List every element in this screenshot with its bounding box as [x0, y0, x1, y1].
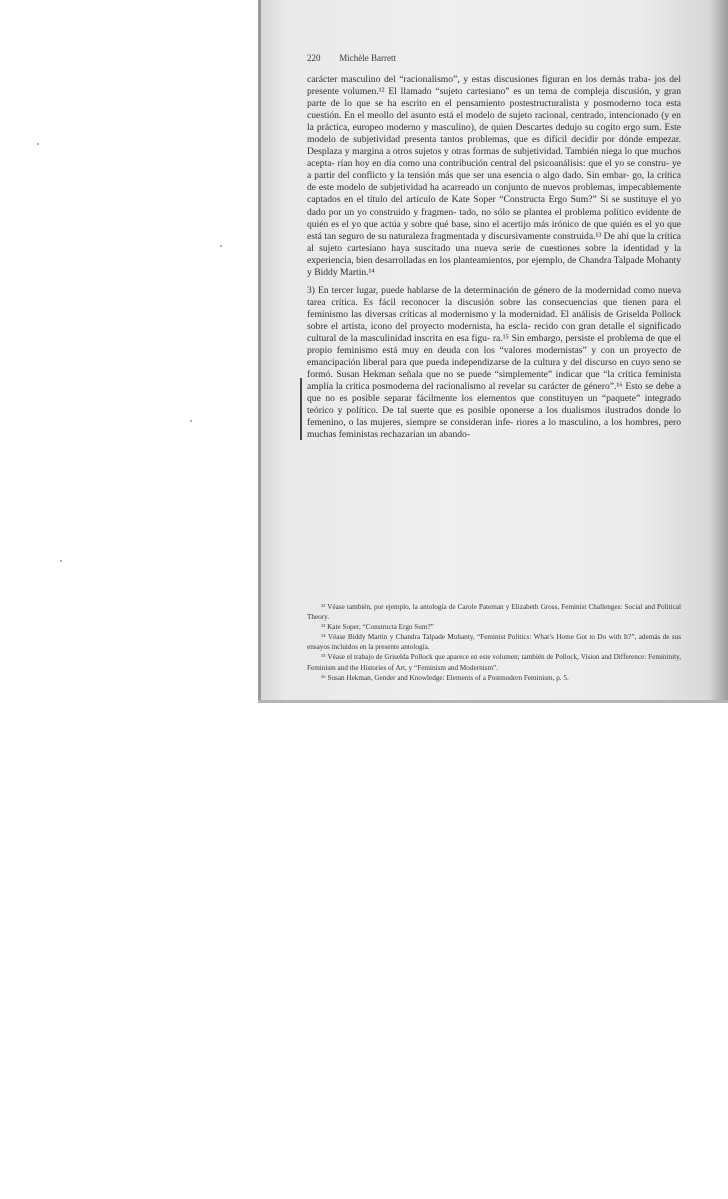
text-line: discusión, y gran parte de lo que se ha escrito en el pensamiento postestructuralista y	[307, 86, 681, 110]
running-head	[307, 52, 681, 74]
text-line: go, la crítica de este modelo de subjetividad ha acarreado un conjunto de nuevos	[307, 170, 681, 194]
paragraph-2	[307, 285, 681, 442]
footnote-line: además de sus ensayos incluidos en la presente antología.	[307, 633, 682, 652]
text-line: experiencia, bien desarrolladas en los planteamientos, por ejemplo, de Chandra Talpade	[307, 254, 644, 266]
text-line: tantos problemas, que es difícil decidir por dónde empezar. Desplaza y margina a	[307, 134, 681, 158]
text-line: dualismos ilustrados donde lo femenino, o las mujeres, siempre se consideran infe-	[307, 405, 681, 429]
footnote-line: ¹⁴ Véase Biddy Martin y Chandra Talpade Mohanty, “Feminist Politics: What’s Home Got to Do with It?”,	[321, 633, 637, 642]
text-line: Esto se debe a que no es posible separar fácilmente los elementos que constituyen un	[307, 381, 681, 405]
text-line: ye a partir del conflicto y la tensión más que ser una esencia o algo dado. Sin embar-	[307, 158, 681, 182]
text-line: de su naturaleza fragmentada y discursivamente construida.¹³ De ahí que la crítica al	[307, 230, 682, 254]
text-line: 3) En tercer lugar, puede hablarse de la determinación de género de la modernidad	[307, 284, 631, 296]
text-line: jos del presente volumen.¹² El llamado “sujeto cartesiano” es un tema de compleja	[307, 74, 681, 98]
text-line: “paquete” integrado teórico y político. De tal suerte que es posible oponerse a los	[307, 393, 681, 417]
footnote-line: Femininity, Feminism and the Histories of Art, y “Feminism and Modernism”.	[307, 653, 682, 672]
footnote-15	[307, 652, 681, 672]
text-line: ra.¹⁵ Sin embargo, persiste el problema de que el propio feminismo está muy en	[307, 332, 681, 357]
footnote-13	[307, 622, 681, 632]
text-line: rían hoy en día como una contribución central del psicoanálisis: que el yo se constru-	[337, 158, 670, 170]
text-line: racional, centrado, intencionado (y en la práctica, europeo moderno y masculino),	[307, 110, 681, 134]
footnote-16	[307, 673, 681, 683]
text-line: análisis de Griselda Pollock sobre el artista, icono del proyecto modernista, ha escla-	[307, 308, 681, 332]
scan-speck	[220, 245, 222, 247]
scan-speck	[37, 143, 39, 145]
text-line: riores a lo masculino, a los hombres, pero muchas feministas rechazarían un abando-	[307, 417, 682, 441]
footnotes	[307, 602, 681, 683]
scan-speck	[190, 420, 192, 422]
paragraph-1	[307, 74, 681, 279]
sheet-left-edge	[258, 0, 261, 703]
body-text	[307, 52, 681, 441]
text-line: “Constructa Ergo Sum?” Si se sustituye el yo dado por un yo construido y fragmen-	[307, 194, 682, 218]
page-number: 220	[307, 53, 321, 63]
text-line: amplía la crítica posmoderna del racionalismo al revelar su carácter de género”.¹⁶	[307, 381, 623, 393]
text-line: deuda con los “valores modernistas” y con un proyecto de emancipación liberal para	[307, 345, 681, 369]
text-line: como nueva tarea crítica. Es fácil reconocer la discusión sobre las consecuencias que	[307, 284, 681, 308]
running-head-author: Michèle Barrett	[339, 53, 396, 63]
text-line: Mohanty y Biddy Martin.¹⁴	[307, 254, 681, 278]
text-line: de quien Descartes dedujo su cogito ergo sum. Este modelo de subjetividad presenta	[307, 122, 681, 146]
footnote-12	[307, 602, 681, 622]
text-line: que pueda independizarse de la cultura y del discurso en cuyo seno se formó. Susan	[307, 357, 681, 381]
text-line: recido con gran detalle el significado cultural de la masculinidad inscrita en esa figu-	[307, 320, 681, 344]
margin-annotation-mark	[300, 378, 302, 440]
text-line: tienen para el feminismo las diversas críticas al modernismo y la modernidad. El	[307, 296, 681, 320]
text-line: problemas, impecablemente captados en el título del artículo de Kate Soper	[307, 182, 682, 206]
scan-speck	[60, 560, 62, 562]
text-line: sujeto cartesiano haya suscitado una nueva serie de cuestiones sobre la identidad y la	[319, 242, 682, 254]
footnote-line: ¹⁵ Véase el trabajo de Griselda Pollock que aparece en este volumen; también de Pollock, Vision and Difference:	[321, 653, 647, 662]
text-line: tado, no sólo se plantea el problema político evidente de quién es el yo que actúa y	[307, 206, 681, 230]
footnote-line: ¹² Véase también, por ejemplo, la antología de Carole Pateman y Elizabeth Gross, Feminist Challenges: Social	[321, 603, 643, 611]
text-line: sobre qué base, sino el acertijo más irónico de que quién es el yo que está tan seguro	[307, 218, 681, 242]
text-line: posmoderno toca esta cuestión. En el meollo del asunto está el modelo de sujeto	[307, 98, 681, 122]
footnote-line: and Political Theory.	[307, 603, 681, 622]
footnote-line: ¹⁶ Susan Hekman, Gender and Knowledge: Elements of a Postmodern Feminism, p. 5.	[321, 673, 569, 682]
text-line: carácter masculino del “racionalismo”, y estas discusiones figuran en los demás traba-	[307, 74, 651, 85]
footnote-line: ¹³ Kate Soper, “Constructa Ergo Sum?”	[321, 623, 434, 632]
sheet-bottom-edge	[258, 700, 728, 703]
footnote-14	[307, 632, 681, 652]
text-line: Hekman señala que no se puede “simplemente” indicar que “la crítica feminista	[362, 369, 682, 381]
text-line: otros sujetos y otras formas de subjetividad. También niega lo que muchos acepta-	[307, 146, 681, 170]
